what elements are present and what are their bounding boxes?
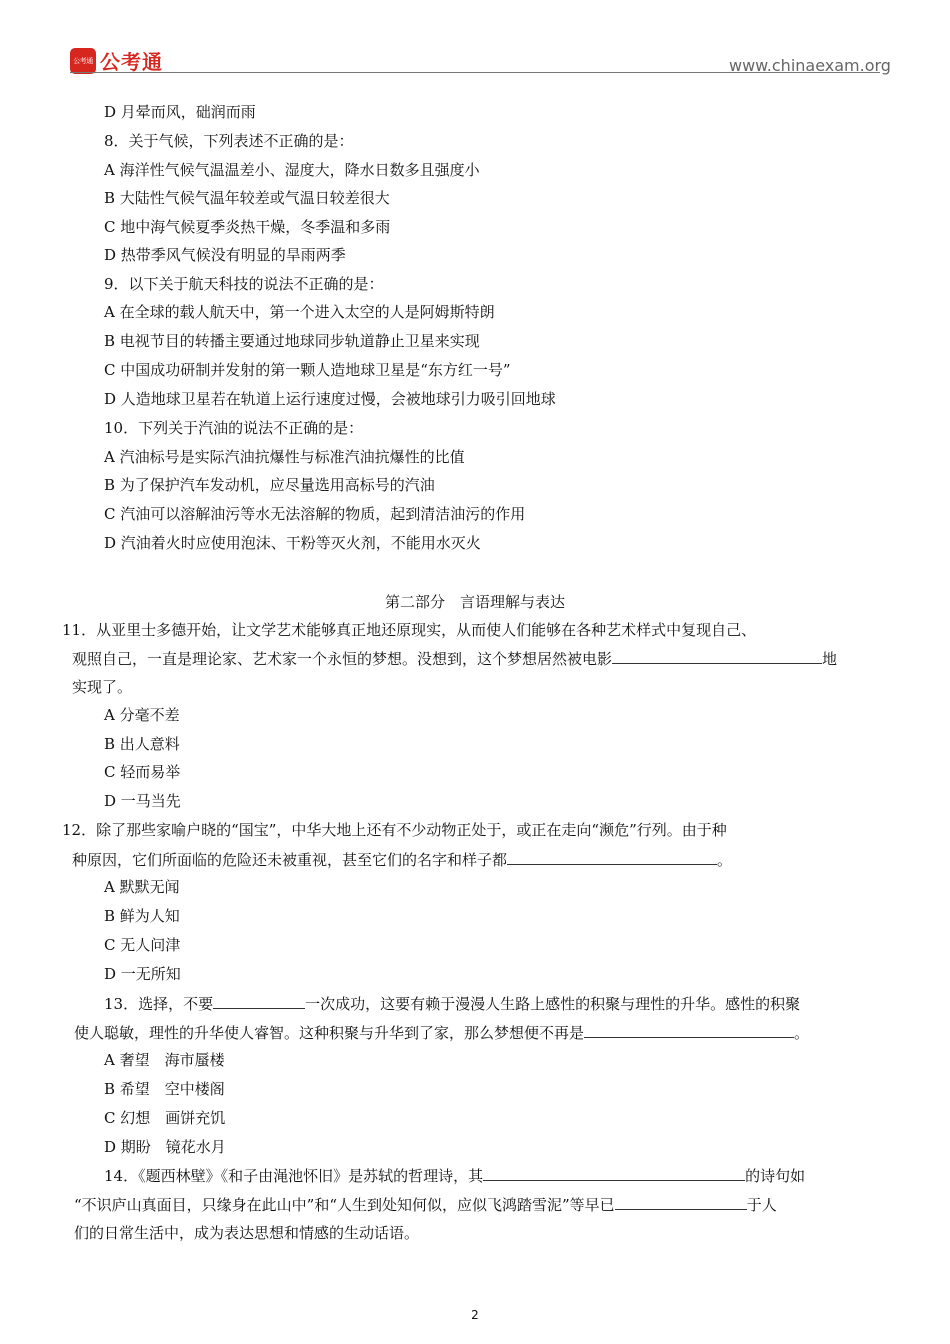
question-8: 8．关于气候，下列表述不正确的是： xyxy=(104,132,354,150)
question-12-text-end: 。 xyxy=(717,851,733,869)
option-10d: D 汽油着火时应使用泡沫、干粉等灭火剂，不能用水灭火 xyxy=(104,534,481,552)
question-9: 9．以下关于航天科技的说法不正确的是： xyxy=(104,275,384,293)
answer-blank-12[interactable] xyxy=(507,849,717,865)
question-14-text-a: 14．《题西林壁》《和子由渑池怀旧》是苏轼的哲理诗，其 xyxy=(104,1167,484,1185)
site-url[interactable]: www.chinaexam.org xyxy=(729,56,891,75)
option-9a: A 在全球的载人航天中，第一个进入太空的人是阿姆斯特朗 xyxy=(104,303,495,321)
option-11d: D 一马当先 xyxy=(104,792,181,810)
option-9b: B 电视节目的转播主要通过地球同步轨道静止卫星来实现 xyxy=(104,332,480,350)
option-8c: C 地中海气候夏季炎热干燥，冬季温和多雨 xyxy=(104,218,391,236)
question-13-text-b: 一次成功，这要有赖于漫漫人生路上感性的积聚与理性的升华。感性的积聚 xyxy=(305,995,801,1013)
answer-blank-14a[interactable] xyxy=(483,1165,745,1181)
option-12c: C 无人问津 xyxy=(104,936,181,954)
logo-text: 公考通 xyxy=(100,50,163,74)
question-13-line-2 xyxy=(74,1022,809,1043)
option-13b: B 希望 空中楼阁 xyxy=(104,1080,225,1098)
question-13-text-a: 13．选择，不要 xyxy=(104,995,214,1013)
option-12d: D 一无所知 xyxy=(104,965,181,983)
option-13a: A 奢望 海市蜃楼 xyxy=(104,1051,225,1069)
option-11c: C 轻而易举 xyxy=(104,763,181,781)
option-10a: A 汽油标号是实际汽油抗爆性与标准汽油抗爆性的比值 xyxy=(104,448,465,466)
option-8b: B 大陆性气候气温年较差或气温日较差很大 xyxy=(104,189,390,207)
option-12b: B 鲜为人知 xyxy=(104,907,180,925)
question-11-line-1: 11．从亚里士多德开始，让文学艺术能够真正地还原现实，从而使人们能够在各种艺术样式中复现自己、 xyxy=(62,621,757,639)
question-12-line-2 xyxy=(72,849,732,870)
question-11-text-end: 地 xyxy=(822,650,838,668)
option-10b: B 为了保护汽车发动机，应尽量选用高标号的汽油 xyxy=(104,476,435,494)
option-9c: C 中国成功研制并发射的第一颗人造地球卫星是“东方红一号” xyxy=(104,361,511,379)
question-12-line-1: 12．除了那些家喻户晓的“国宝”，中华大地上还有不少动物正处于，或正在走向“濒危”行列。由于种 xyxy=(62,821,727,839)
question-11-line-3: 实现了。 xyxy=(72,678,133,696)
question-14-line-2 xyxy=(74,1194,777,1215)
option-9d: D 人造地球卫星若在轨道上运行速度过慢，会被地球引力吸引回地球 xyxy=(104,390,556,408)
question-14-text-b: 的诗句如 xyxy=(745,1167,806,1185)
page-number: 2 xyxy=(471,1308,479,1322)
option-13c: C 幻想 画饼充饥 xyxy=(104,1109,226,1127)
option-11a: A 分毫不差 xyxy=(104,706,180,724)
option-8d: D 热带季风气候没有明显的旱雨两季 xyxy=(104,246,346,264)
option-12a: A 默默无闻 xyxy=(104,878,180,896)
question-14-line-3: 们的日常生活中，成为表达思想和情感的生动话语。 xyxy=(74,1224,420,1242)
option-8a: A 海洋性气候气温温差小、湿度大，降水日数多且强度小 xyxy=(104,161,480,179)
question-13-text-end: 。 xyxy=(794,1024,810,1042)
question-10: 10．下列关于汽油的说法不正确的是： xyxy=(104,419,364,437)
question-13-line-1 xyxy=(104,993,800,1014)
logo-badge-icon: 公考通 xyxy=(70,48,96,74)
question-14-text-d: 于人 xyxy=(746,1196,777,1214)
brand-logo[interactable] xyxy=(70,46,163,75)
question-11-text: 观照自己，一直是理论家、艺术家一个永恒的梦想。没想到，这个梦想居然被电影 xyxy=(72,650,613,668)
answer-blank-13a[interactable] xyxy=(213,993,305,1009)
option-10c: C 汽油可以溶解油污等水无法溶解的物质，起到清洁油污的作用 xyxy=(104,505,526,523)
question-12-text: 种原因，它们所面临的危险还未被重视，甚至它们的名字和样子都 xyxy=(72,851,508,869)
answer-blank-11[interactable] xyxy=(612,648,822,664)
option-7d: D 月晕而风，础润而雨 xyxy=(104,103,256,121)
answer-blank-13b[interactable] xyxy=(584,1022,794,1038)
header-divider xyxy=(70,72,880,73)
question-14-text-c: “不识庐山真面目，只缘身在此山中”和“人生到处知何似，应似飞鸿踏雪泥”等早已 xyxy=(74,1196,615,1214)
answer-blank-14b[interactable] xyxy=(615,1194,747,1210)
option-13d: D 期盼 镜花水月 xyxy=(104,1138,226,1156)
question-11-line-2 xyxy=(72,648,837,669)
question-13-text-c: 使人聪敏，理性的升华使人睿智。这种积聚与升华到了家，那么梦想便不再是 xyxy=(74,1024,585,1042)
option-11b: B 出人意料 xyxy=(104,735,180,753)
section-title: 第二部分 言语理解与表达 xyxy=(384,593,565,611)
question-14-line-1 xyxy=(104,1165,805,1186)
